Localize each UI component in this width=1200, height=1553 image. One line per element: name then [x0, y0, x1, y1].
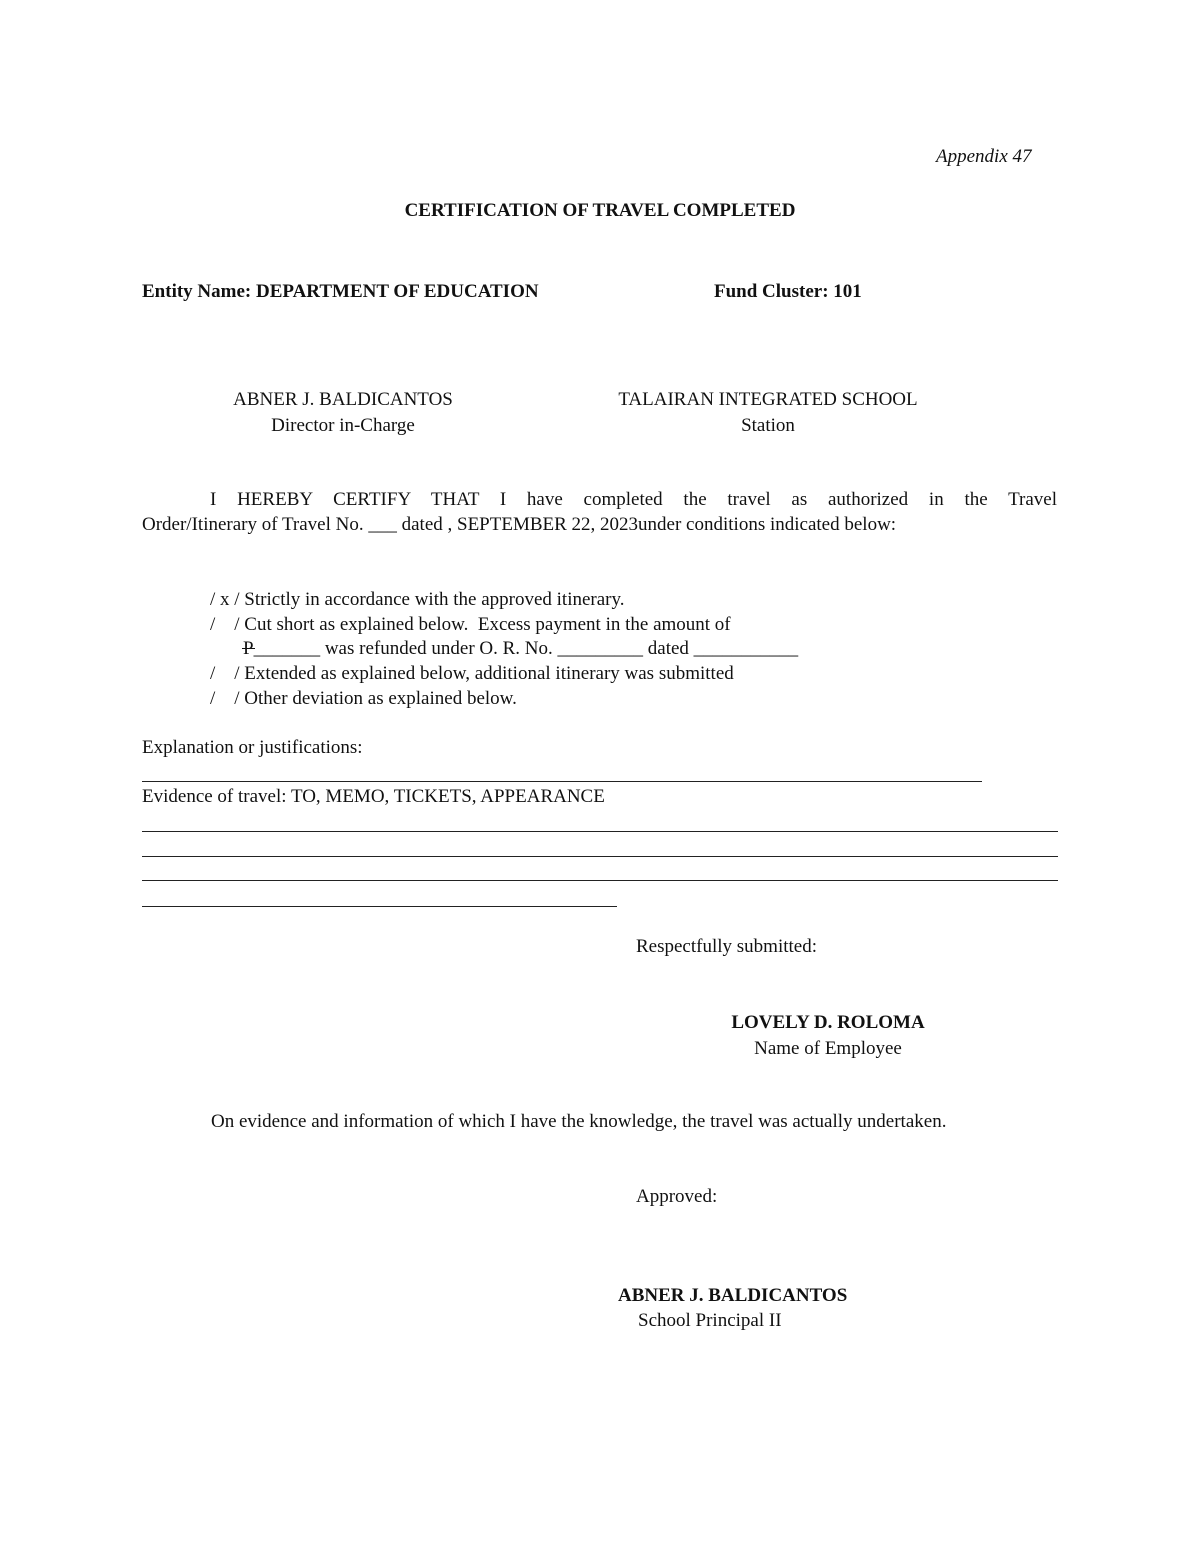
approved-label: Approved: — [636, 1186, 718, 1207]
evidence-label: Evidence of travel: TO, MEMO, TICKETS, APPEARANCE — [142, 786, 605, 807]
explanation-label: Explanation or justifications: — [142, 737, 363, 758]
blank-line-4 — [142, 906, 617, 907]
approver-role: School Principal II — [638, 1310, 782, 1331]
certify-statement-line1: I HEREBY CERTIFY THAT I have completed the travel as authorized in the Travel — [210, 489, 1057, 510]
refund-details: _______ was refunded under O. R. No. _________ dated ___________ — [253, 638, 799, 659]
option-other-deviation: / / Other deviation as explained below. — [210, 688, 517, 709]
entity-name: Entity Name: DEPARTMENT OF EDUCATION — [142, 281, 539, 302]
station-name: TALAIRAN INTEGRATED SCHOOL — [618, 389, 918, 410]
director-role: Director in-Charge — [271, 415, 415, 436]
blank-line-1 — [142, 831, 1058, 832]
employee-role: Name of Employee — [754, 1038, 902, 1059]
appendix-label: Appendix 47 — [936, 146, 1032, 167]
option-strictly: / x / Strictly in accordance with the approved itinerary. — [210, 589, 625, 610]
employee-name: LOVELY D. ROLOMA — [731, 1012, 925, 1033]
option-cut-short-refund — [243, 638, 798, 660]
certify-statement-line2: Order/Itinerary of Travel No. ___ dated , SEPTEMBER 22, 2023under conditions indicated below: — [142, 514, 897, 535]
evidence-statement: On evidence and information of which I have the knowledge, the travel was actually undertaken. — [211, 1111, 947, 1132]
document-title: CERTIFICATION OF TRAVEL COMPLETED — [404, 200, 796, 221]
respectfully-submitted: Respectfully submitted: — [636, 936, 818, 957]
approver-name: ABNER J. BALDICANTOS — [618, 1285, 848, 1306]
option-cut-short: / / Cut short as explained below. Excess payment in the amount of — [210, 614, 731, 635]
director-name: ABNER J. BALDICANTOS — [233, 389, 453, 410]
fund-cluster: Fund Cluster: 101 — [714, 281, 862, 302]
blank-line-3 — [142, 880, 1058, 881]
explanation-line — [142, 781, 982, 782]
peso-sign: P — [243, 638, 254, 659]
blank-line-2 — [142, 856, 1058, 857]
station-role: Station — [741, 415, 795, 436]
option-extended: / / Extended as explained below, additional itinerary was submitted — [210, 663, 734, 684]
